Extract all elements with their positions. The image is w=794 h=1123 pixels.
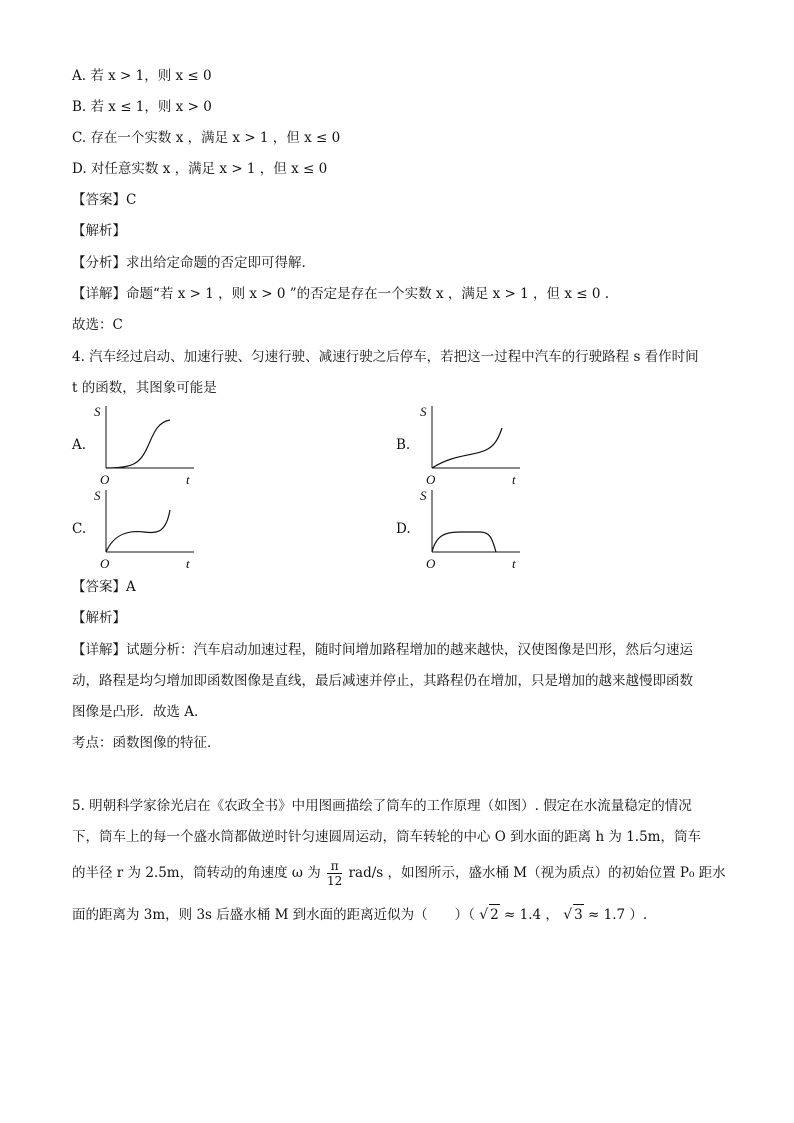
q3-fenxi: 【分析】求出给定命题的否定即可得解. xyxy=(72,255,306,271)
curve-a xyxy=(106,420,170,468)
omega-fraction xyxy=(327,859,342,888)
sqrt3-radicand: 3 xyxy=(573,904,584,925)
x-label: t xyxy=(512,556,516,571)
y-label: S xyxy=(94,404,101,419)
q4-detail-line1: 【详解】试题分析：汽车启动加速过程，随时间增加路程增加的越来越快，汉使图像是凹形，然后匀速运 xyxy=(72,642,693,658)
x-label: t xyxy=(186,472,190,487)
origin-label: O xyxy=(100,556,110,571)
curve-c xyxy=(106,510,170,552)
curve-b xyxy=(432,428,502,468)
q5-line4-text: 面的距离为 3m，则 3s 后盛水桶 M 到水面的距离近似为（ ）（ xyxy=(72,907,475,923)
q5-line3 xyxy=(72,858,726,888)
graph-c xyxy=(88,486,198,574)
approx-2: ≈ 1.7 ）. xyxy=(588,907,648,923)
q3-xiangjie: 【详解】命题“若 x > 1 ，则 x > 0 ”的否定是存在一个实数 x ，满足 x > 1 ，但 x ≤ 0 . xyxy=(72,286,610,302)
q4-analysis-label: 【解析】 xyxy=(72,610,126,626)
x-label: t xyxy=(512,472,516,487)
q4-detail-line3: 图像是凸形．故选 A． xyxy=(72,704,208,720)
sqrt-sign-icon: √ xyxy=(479,907,489,923)
q5-line2: 下，筒车上的每一个盛水筒都做逆时针匀速圆周运动，筒车转轮的中心 O 到水面的距离 h 为 1.5m，筒车 xyxy=(72,829,701,845)
q4-detail-line2: 动，路程是均匀增加即函数图像是直线，最后减速并停止，其路程仍在增加，只是增加的越来越慢即函数 xyxy=(72,673,693,689)
q5-line3-text-a: 的半径 r 为 2.5m，筒转动的角速度 ω 为 xyxy=(72,865,321,881)
q3-option-d: D. 对任意实数 x ，满足 x > 1 ，但 x ≤ 0 xyxy=(72,161,328,177)
graph-b-letter: B. xyxy=(396,437,411,453)
sqrt2-radicand: 2 xyxy=(489,904,500,925)
curve-d xyxy=(432,532,496,552)
q3-conclusion: 故选：C xyxy=(72,317,123,333)
sqrt-sign-icon: √ xyxy=(563,907,573,923)
y-label: S xyxy=(420,404,427,419)
q4-kaodian: 考点：函数图像的特征． xyxy=(72,735,221,751)
graph-d xyxy=(414,486,524,574)
y-label: S xyxy=(420,488,427,503)
graph-a-letter: A. xyxy=(72,437,87,453)
graph-b xyxy=(414,402,524,490)
q3-option-c: C. 存在一个实数 x ，满足 x > 1 ，但 x ≤ 0 xyxy=(72,130,341,146)
q4-stem-line1: 4. 汽车经过启动、加速行驶、匀速行驶、减速行驶之后停车，若把这一过程中汽车的行驶路程 s 看作时间 xyxy=(72,349,699,365)
x-label: t xyxy=(186,556,190,571)
graph-d-letter: D. xyxy=(396,521,411,537)
origin-label: O xyxy=(426,472,436,487)
q4-answer: 【答案】A xyxy=(72,579,136,595)
q5-line3-text-b: rad/s ，如图所示，盛水桶 M（视为质点）的初始位置 P₀ 距水 xyxy=(348,865,726,881)
q3-option-b: B. 若 x ≤ 1，则 x > 0 xyxy=(72,99,212,115)
q3-option-a: A. 若 x > 1，则 x ≤ 0 xyxy=(72,68,212,84)
origin-label: O xyxy=(426,556,436,571)
graph-c-letter: C. xyxy=(72,521,87,537)
q3-analysis-label: 【解析】 xyxy=(72,223,126,239)
fraction-numerator: π xyxy=(327,859,342,874)
q5-line4 xyxy=(72,904,647,925)
origin-label: O xyxy=(100,472,110,487)
y-label: S xyxy=(94,488,101,503)
q4-stem-line2: t 的函数，其图象可能是 xyxy=(72,380,217,396)
graph-a xyxy=(88,402,198,490)
q3-answer: 【答案】C xyxy=(72,192,137,208)
approx-1: ≈ 1.4 ， xyxy=(504,907,559,923)
fraction-denominator: 12 xyxy=(327,874,343,888)
q5-line1: 5. 明朝科学家徐光启在《农政全书》中用图画描绘了筒车的工作原理（如图）. 假定在水流量稳定的情况 xyxy=(72,798,692,814)
